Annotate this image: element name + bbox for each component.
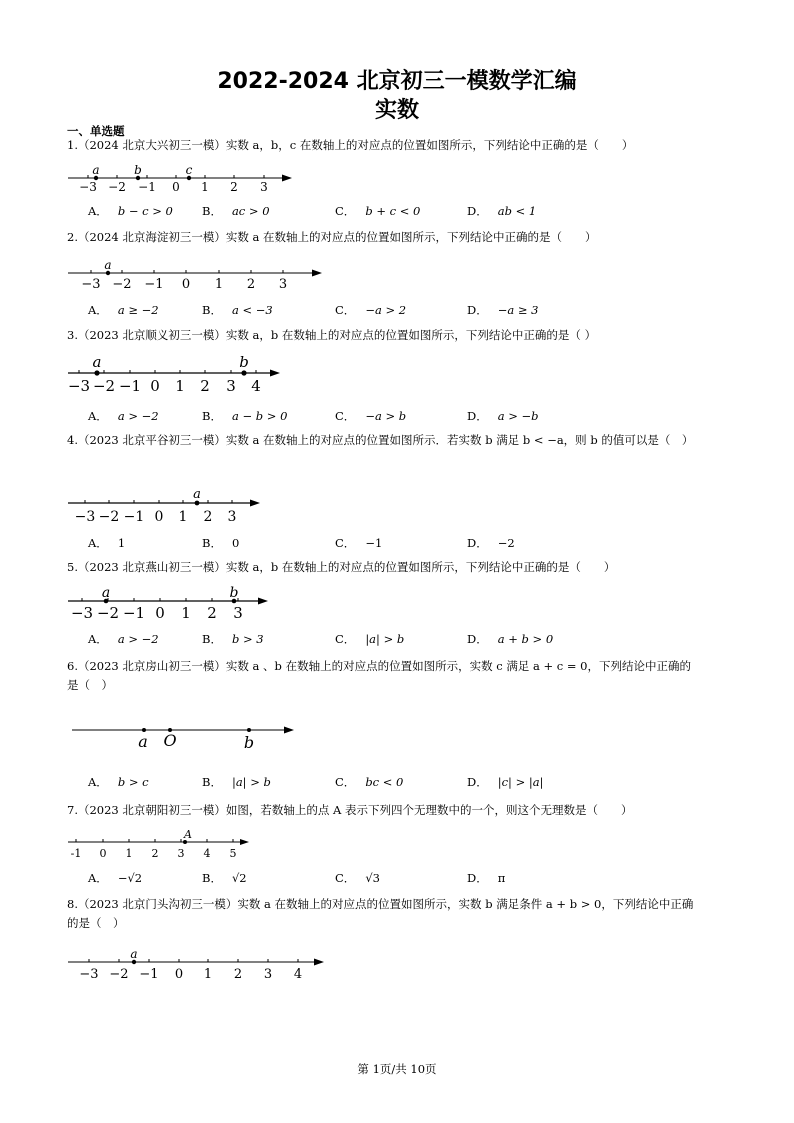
tick-label: 2 [151, 847, 159, 860]
tick-label: 3 [263, 967, 273, 982]
question-5-number-line [66, 586, 276, 622]
tick-label: 2 [207, 604, 217, 622]
question-8-number-line [66, 948, 330, 982]
option-a: A． b − c > 0 [88, 204, 173, 218]
question-6-text: 6.（2023 北京房山初三一模）实数 a 、b 在数轴上的对应点的位置如图所示，实数 c 满足 a + c = 0，下列结论中正确的是（ ） [67, 659, 691, 692]
tick-label: 3 [226, 377, 236, 395]
point-label: A [184, 828, 192, 841]
option-c: C． b + c < 0 [335, 204, 421, 218]
question-6-number-line [70, 720, 300, 754]
option-d: D． a > −b [467, 409, 539, 423]
question-3-text: 3.（2023 北京顺义初三一模）实数 a，b 在数轴上的对应点的位置如图所示，下列结论中正确的是（ ） [67, 328, 597, 342]
tick-label: 3 [233, 604, 243, 622]
tick-label: −3 [79, 967, 99, 982]
tick-label: −2 [112, 277, 132, 292]
tick-label: −3 [79, 180, 97, 194]
option-b: B． b > 3 [202, 632, 264, 646]
option-d: D． π [467, 871, 506, 885]
tick-label: −1 [144, 277, 164, 292]
tick-label: −2 [108, 180, 126, 194]
question-2-text: 2.（2024 北京海淀初三一模）实数 a 在数轴上的对应点的位置如图所示，下列结论中正确的是（ ） [67, 230, 597, 244]
tick-label: −1 [138, 180, 156, 194]
option-b: B． √2 [202, 871, 247, 885]
option-d: D． a + b > 0 [467, 632, 554, 646]
option-a: A． a > −2 [88, 409, 159, 423]
question-4-text: 4.（2023 北京平谷初三一模）实数 a 在数轴上的对应点的位置如图所示．若实数 b 满足 b < −a，则 b 的值可以是（ ） [67, 433, 694, 447]
option-a: A． 1 [88, 536, 126, 550]
tick-label: −3 [67, 377, 91, 395]
tick-label: −2 [109, 967, 129, 982]
option-b: B． a − b > 0 [202, 409, 288, 423]
tick-label: 2 [200, 377, 210, 395]
option-d: D． −a ≥ 3 [467, 303, 539, 317]
tick-label: −2 [98, 509, 120, 525]
question-1-number-line [66, 164, 296, 194]
tick-label: 5 [229, 847, 237, 860]
point-label: c [185, 163, 193, 177]
document-subtitle: 实数 [374, 98, 419, 123]
tick-label: 2 [246, 277, 256, 292]
point-label: a [193, 487, 201, 502]
tick-label: -1 [70, 847, 82, 860]
option-c: C． −1 [335, 536, 383, 550]
tick-label: −3 [70, 604, 94, 622]
tick-label: 1 [181, 604, 191, 622]
tick-label: 1 [178, 509, 188, 525]
document-title: 2022-2024 北京初三一模数学汇编 [217, 69, 577, 94]
tick-label: 0 [181, 277, 191, 292]
point-label: b [239, 353, 249, 371]
option-d: D． −2 [467, 536, 515, 550]
option-a: A． a > −2 [88, 632, 159, 646]
tick-label: 4 [293, 967, 303, 982]
tick-label: 0 [174, 967, 184, 982]
tick-label: 0 [154, 509, 164, 525]
question-7-text: 7.（2023 北京朝阳初三一模）如图，若数轴上的点 A 表示下列四个无理数中的一个，则这个无理数是（ ） [67, 803, 633, 817]
tick-label: 1 [214, 277, 224, 292]
question-5-text: 5.（2023 北京燕山初三一模）实数 a，b 在数轴上的对应点的位置如图所示，下列结论中正确的是（ ） [67, 560, 616, 574]
origin-label: O [163, 731, 177, 750]
tick-label: 1 [125, 847, 133, 860]
tick-label: −3 [74, 509, 96, 525]
tick-label: −1 [139, 967, 159, 982]
tick-label: 1 [201, 180, 209, 194]
section-heading: 一、单选题 [67, 124, 125, 138]
option-c: C． −a > b [335, 409, 407, 423]
point-label: a [92, 353, 102, 371]
question-3-number-line [66, 355, 286, 393]
tick-label: 1 [175, 377, 185, 395]
tick-label: 2 [203, 509, 213, 525]
tick-label: 2 [233, 967, 243, 982]
option-a: A． −√2 [88, 871, 143, 885]
point-label: a [92, 163, 100, 177]
tick-label: −2 [96, 604, 120, 622]
option-c: C． |a| > b [335, 632, 405, 646]
question-8-text: 8.（2023 北京门头沟初三一模）实数 a 在数轴上的对应点的位置如图所示，实数 b 满足条件 a + b > 0，下列结论中正确的是（ ） [67, 897, 694, 930]
point-label: b [134, 163, 142, 177]
tick-label: 1 [203, 967, 213, 982]
point-label: b [243, 733, 255, 752]
tick-label: 3 [278, 277, 288, 292]
option-b: B． |a| > b [202, 775, 271, 789]
point-label: a [104, 258, 112, 272]
option-c: C． −a > 2 [335, 303, 407, 317]
point-label: a [101, 585, 111, 601]
option-d: D． ab < 1 [467, 204, 537, 218]
tick-label: 3 [177, 847, 185, 860]
question-4-number-line [66, 487, 266, 525]
option-d: D． |c| > |a| [467, 775, 544, 789]
tick-label: 2 [230, 180, 238, 194]
point-label: a [130, 947, 138, 961]
tick-label: 3 [260, 180, 268, 194]
option-a: A． b > c [88, 775, 149, 789]
tick-label: 0 [150, 377, 160, 395]
tick-label: 3 [227, 509, 237, 525]
tick-label: −2 [92, 377, 116, 395]
question-2-number-line [66, 258, 328, 292]
tick-label: 4 [251, 377, 261, 395]
option-a: A． a ≥ −2 [88, 303, 159, 317]
tick-label: −3 [81, 277, 101, 292]
option-b: B． ac > 0 [202, 204, 270, 218]
option-c: C． bc < 0 [335, 775, 404, 789]
option-b: B． a < −3 [202, 303, 273, 317]
tick-label: −1 [123, 509, 145, 525]
tick-label: 4 [203, 847, 211, 860]
point-label: a [138, 732, 148, 751]
tick-label: −1 [118, 377, 142, 395]
tick-label: 0 [172, 180, 180, 194]
page-footer: 第 1页/共 10页 [357, 1062, 437, 1076]
tick-label: −1 [122, 604, 146, 622]
question-7-number-line [66, 828, 256, 860]
option-b: B． 0 [202, 536, 240, 550]
option-c: C． √3 [335, 871, 380, 885]
question-1-text: 1.（2024 北京大兴初三一模）实数 a，b，c 在数轴上的对应点的位置如图所示，下列结论中正确的是（ ） [67, 138, 634, 152]
tick-label: 0 [155, 604, 165, 622]
tick-label: 0 [99, 847, 107, 860]
point-label: b [229, 585, 239, 601]
